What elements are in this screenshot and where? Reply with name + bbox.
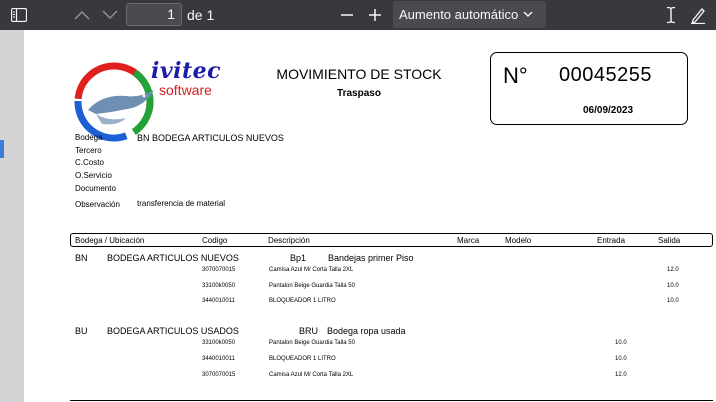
bottom-divider <box>70 400 713 401</box>
plus-icon[interactable] <box>364 0 386 30</box>
document-date: 06/09/2023 <box>583 105 634 116</box>
item-codigo: 3070070015 <box>202 267 236 273</box>
zoom-select[interactable] <box>393 1 546 28</box>
document-number-box <box>490 52 688 125</box>
item-entrada: 10.0 <box>615 340 627 346</box>
document-number: 00045255 <box>559 64 652 86</box>
table-header <box>70 233 713 247</box>
header-bodega: Bodega / Ubicación <box>75 236 145 245</box>
document-subtitle: Traspaso <box>337 88 381 99</box>
location-code: BRU <box>299 326 319 336</box>
documento-label: Documento <box>75 184 116 193</box>
chevron-up-icon[interactable] <box>70 0 94 30</box>
item-codigo: 3440010011 <box>202 298 235 304</box>
bodega-value: BN BODEGA ARTICULOS NUEVOS <box>137 133 284 143</box>
group-code: BU <box>75 326 88 336</box>
observacion-value: transferencia de material <box>137 199 226 208</box>
minus-icon[interactable] <box>336 0 358 30</box>
sidebar-toggle-icon[interactable] <box>8 0 30 30</box>
item-entrada: 12.0 <box>615 372 627 378</box>
observacion-label: Observación <box>75 200 120 209</box>
item-salida: 12.0 <box>667 267 679 273</box>
location-name: Bandejas primer Piso <box>328 253 414 263</box>
item-descripcion: Pantalon Beige Guardia Talla 50 <box>269 283 355 289</box>
location-code: Bp1 <box>290 253 307 263</box>
location-name: Bodega ropa usada <box>327 326 406 336</box>
logo-brand-text: ivitec <box>151 58 222 84</box>
logo-sub-text: software <box>159 82 212 98</box>
background-window-strip <box>0 30 24 402</box>
item-codigo: 33100k0050 <box>202 283 236 289</box>
text-cursor-icon[interactable] <box>660 0 682 30</box>
header-salida: Salida <box>658 236 681 245</box>
bodega-label: Bodega <box>75 133 103 142</box>
page-number-input[interactable]: 1 <box>126 3 182 26</box>
ccosto-label: C.Costo <box>75 158 104 167</box>
chevron-down-icon[interactable] <box>98 0 122 30</box>
pdf-toolbar <box>0 0 716 30</box>
header-entrada: Entrada <box>597 236 626 245</box>
group-name: BODEGA ARTICULOS USADOS <box>107 326 239 336</box>
header-descripcion: Descripción <box>268 236 310 245</box>
item-codigo: 33100k0050 <box>202 340 236 346</box>
pdf-page <box>24 30 716 402</box>
number-label: N° <box>503 63 528 88</box>
item-descripcion: Camisa Azul M/ Corta Talla 2XL <box>269 267 354 273</box>
header-modelo: Modelo <box>505 236 532 245</box>
item-descripcion: Pantalon Beige Guardia Talla 50 <box>269 340 355 346</box>
item-entrada: 10.0 <box>615 356 627 362</box>
item-salida: 10.0 <box>667 283 679 289</box>
tercero-label: Tercero <box>75 146 102 155</box>
page-total-label: de 1 <box>187 7 215 23</box>
group-code: BN <box>75 253 88 263</box>
zoom-select-value: Aumento automático <box>399 7 519 22</box>
item-descripcion: Camisa Azul M/ Corta Talla 2XL <box>269 372 354 378</box>
oservicio-label: O.Servicio <box>75 171 112 180</box>
item-codigo: 3440010011 <box>202 356 235 362</box>
header-marca: Marca <box>457 236 480 245</box>
item-descripcion: BLOQUEADOR 1 LITRO <box>269 298 336 304</box>
item-codigo: 3070070015 <box>202 372 236 378</box>
item-descripcion: BLOQUEADOR 1 LITRO <box>269 356 336 362</box>
group-name: BODEGA ARTICULOS NUEVOS <box>107 253 239 263</box>
pen-icon[interactable] <box>686 0 710 30</box>
item-salida: 10.0 <box>667 298 679 304</box>
header-codigo: Codigo <box>202 236 228 245</box>
blue-marker <box>0 140 4 158</box>
document-title: MOVIMIENTO DE STOCK <box>276 66 442 82</box>
